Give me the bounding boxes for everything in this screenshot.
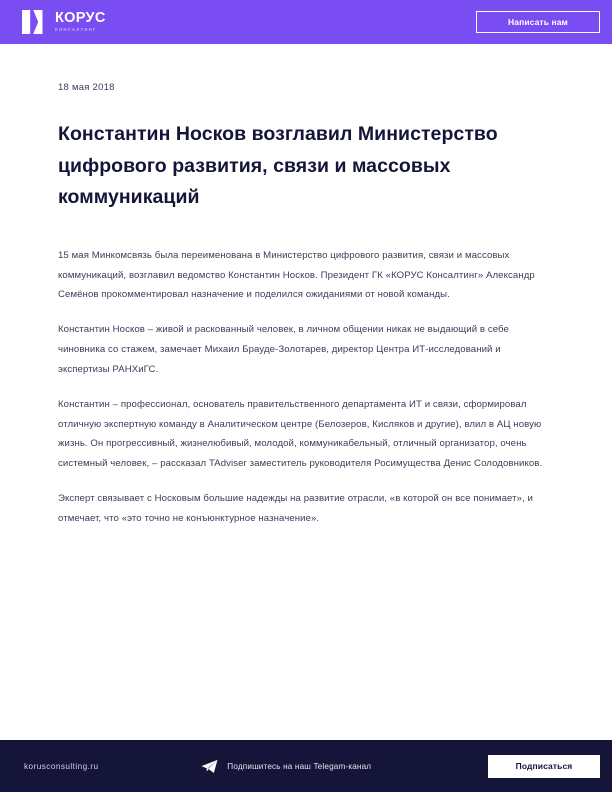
- article-paragraph: 15 мая Минкомсвязь была переименована в Министерство цифрового развития, связи и массовых коммуникаций, возглавил ведомство Константин Носков. Президент ГК «КОРУС Консалтинг» Александр Семёнов прокомментировал назначение и поделился ожиданиями от новой команды.: [58, 249, 535, 301]
- article-paragraph: Константин – профессионал, основатель правительственного департамента ИТ и связи, сформировал отличную экспертную команду в Аналитическом центре (Белозеров, Кисляков и другие), влил в АЦ новую жизнь. Он прогрессивный, жизнелюбивый, молодой, коммуникабельный, отличный организатор, очень системный человек, – рассказал TAdviser заместитель руководителя Росимущества Денис Солодовников.: [58, 398, 543, 470]
- page-title: Константин Носков возглавил Министерство цифрового развития, связи и массовых коммуникаций: [58, 123, 498, 209]
- telegram-paper-plane-icon[interactable]: [201, 759, 218, 774]
- contact-us-button[interactable]: Написать нам: [476, 11, 600, 33]
- brand-subtitle: КОНСАЛТИНГ: [55, 27, 97, 33]
- site-header: [0, 0, 612, 44]
- brand-name: КОРУС: [55, 10, 106, 27]
- article-date: 18 мая 2018: [58, 82, 115, 93]
- article-paragraph: Константин Носков – живой и раскованный человек, в личном общении никак не выдающий в себе чиновника со стажем, замечает Михаил Брауде-Золотарев, директор Центра ИТ-исследований и экспертизы РАНХиГС.: [58, 324, 509, 375]
- article-body: [58, 246, 554, 529]
- brand-text-block: [55, 11, 106, 32]
- brand-logo[interactable]: [22, 9, 106, 35]
- footer-telegram-block: [99, 759, 488, 774]
- footer-telegram-text: Подпишитесь на наш Telegam-канал: [227, 761, 372, 771]
- korus-k-logo-icon: [22, 9, 48, 35]
- subscribe-button[interactable]: Подписаться: [488, 755, 600, 778]
- article-content: [0, 44, 612, 740]
- site-footer: [0, 740, 612, 792]
- footer-website-link[interactable]: korusconsulting.ru: [24, 761, 99, 771]
- article-paragraph: Эксперт связывает с Носковым большие надежды на развитие отрасли, «в которой он все понимает», и отмечает, что «это точно не конъюнктурное назначение».: [58, 493, 533, 525]
